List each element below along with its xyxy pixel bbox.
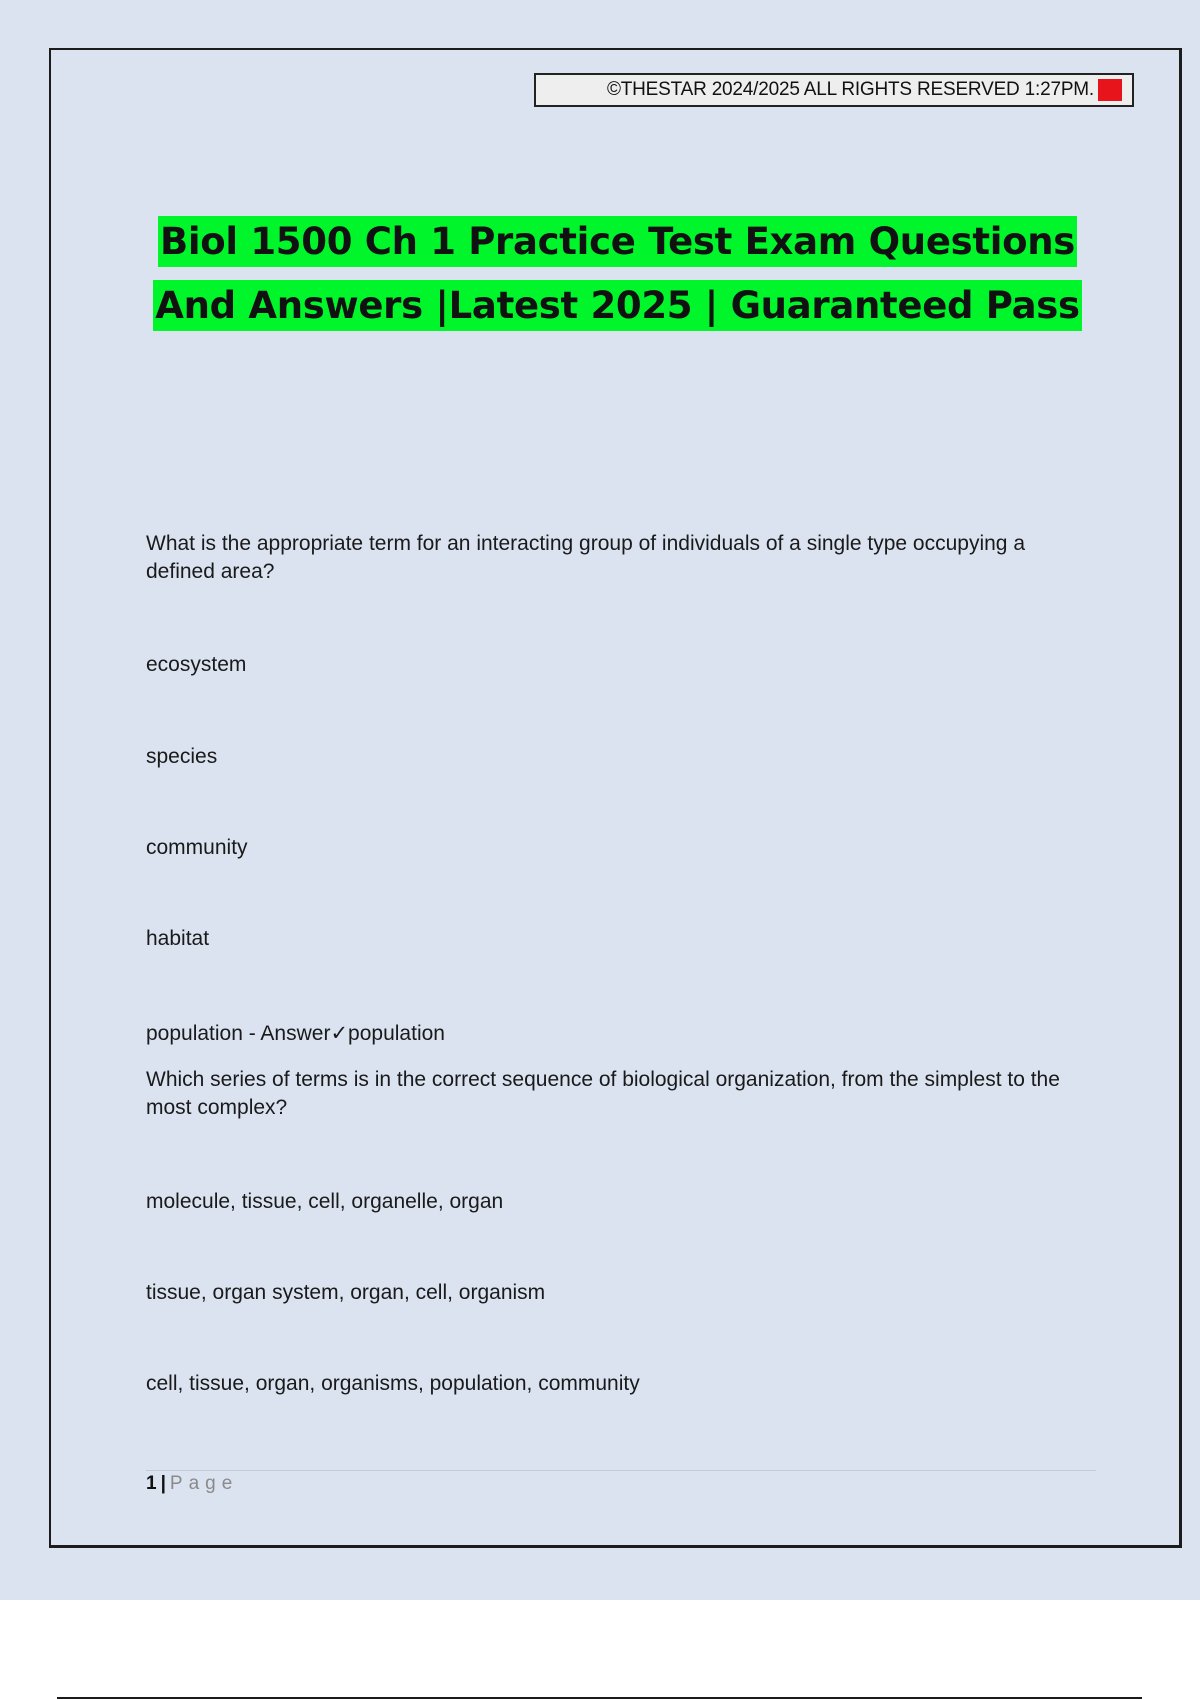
footer-divider bbox=[146, 1470, 1096, 1471]
copyright-header bbox=[534, 73, 1134, 107]
footer-separator: | bbox=[160, 1473, 166, 1494]
copyright-text: ©THESTAR 2024/2025 ALL RIGHTS RESERVED 1:27PM. bbox=[606, 79, 1094, 100]
document-title bbox=[100, 210, 1135, 338]
question-1-option-d: habitat bbox=[146, 927, 210, 950]
question-1-option-a: ecosystem bbox=[146, 653, 247, 676]
title-line-2: And Answers |Latest 2025 | Guaranteed Pass bbox=[153, 280, 1081, 331]
bottom-divider bbox=[57, 1697, 1142, 1699]
title-line-1: Biol 1500 Ch 1 Practice Test Exam Questions bbox=[158, 216, 1077, 267]
question-1-option-b: species bbox=[146, 745, 218, 768]
question-2-option-b: tissue, organ system, organ, cell, organism bbox=[146, 1281, 546, 1304]
grade-badge bbox=[1098, 79, 1122, 101]
page-number: 1 bbox=[146, 1473, 157, 1494]
question-2-text: Which series of terms is in the correct sequence of biological organization, from the simplest to the most complex? bbox=[146, 1068, 1060, 1119]
question-1-text: What is the appropriate term for an interacting group of individuals of a single type occupying a defined area? bbox=[146, 532, 1025, 583]
question-2-option-a: molecule, tissue, cell, organelle, organ bbox=[146, 1190, 504, 1213]
question-2-option-c: cell, tissue, organ, organisms, population, community bbox=[146, 1372, 640, 1395]
page-label: Page bbox=[169, 1473, 239, 1494]
question-1-answer: population - Answer✓population bbox=[146, 1022, 445, 1045]
question-1-option-c: community bbox=[146, 836, 248, 859]
page-footer bbox=[146, 1473, 238, 1495]
